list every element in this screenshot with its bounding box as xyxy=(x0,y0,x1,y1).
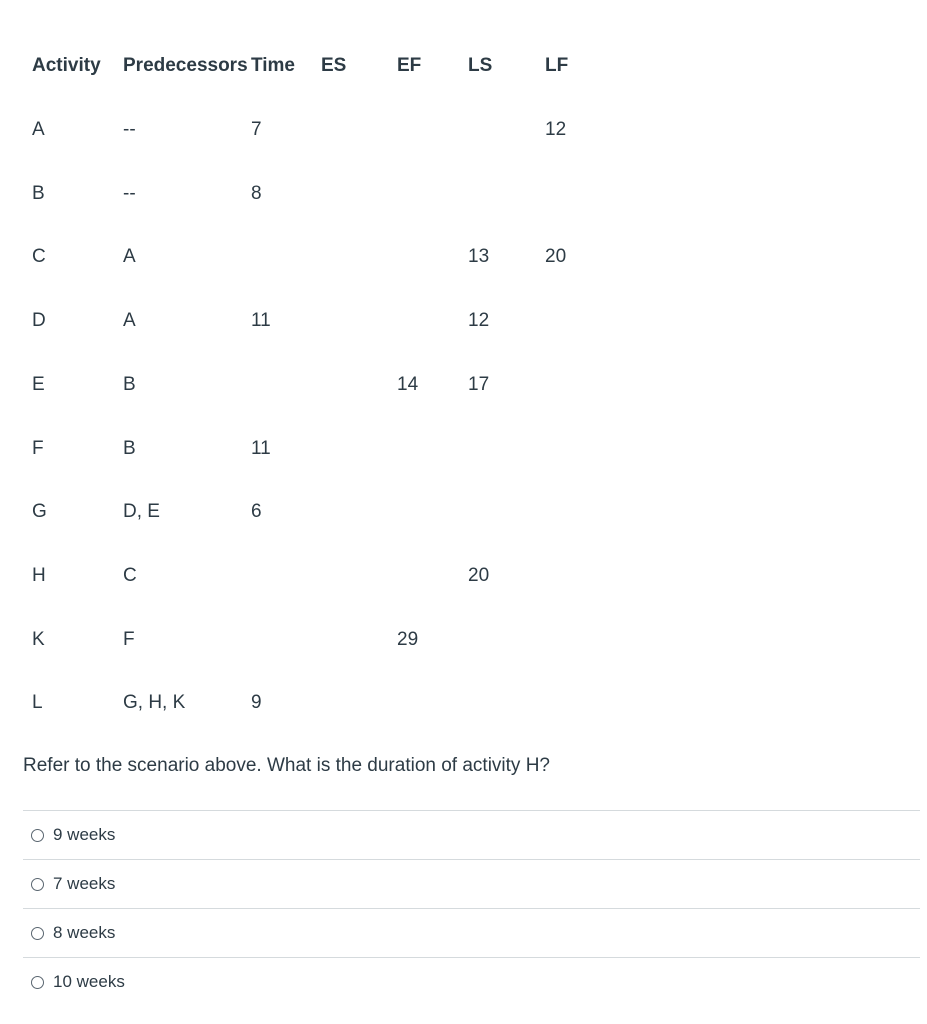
cell-activity: A xyxy=(32,119,45,140)
cell-activity: K xyxy=(32,629,45,650)
header-es: ES xyxy=(321,55,347,76)
cell-ef: 14 xyxy=(397,374,419,395)
cell-time: 9 xyxy=(251,692,262,713)
cell-time: 7 xyxy=(251,119,262,140)
cell-predecessors: G, H, K xyxy=(123,692,186,713)
cell-time: 6 xyxy=(251,501,262,522)
radio-icon[interactable] xyxy=(31,878,44,891)
answer-option[interactable] xyxy=(23,810,920,859)
cell-predecessors: A xyxy=(123,246,136,267)
radio-icon[interactable] xyxy=(31,927,44,940)
cell-predecessors: -- xyxy=(123,119,136,140)
cell-activity: D xyxy=(32,310,46,331)
radio-icon[interactable] xyxy=(31,976,44,989)
answer-label: 9 weeks xyxy=(53,825,116,844)
cell-time: 11 xyxy=(251,438,271,459)
header-time: Time xyxy=(251,55,296,76)
cell-ef: 29 xyxy=(397,629,419,650)
cell-predecessors: D, E xyxy=(123,501,160,522)
answer-option[interactable] xyxy=(23,957,920,1006)
header-predecessors: Predecessors xyxy=(123,55,248,76)
cell-lf: 20 xyxy=(545,246,567,267)
header-ls: LS xyxy=(468,55,493,76)
cell-ls: 12 xyxy=(468,310,490,331)
cell-activity: F xyxy=(32,438,44,459)
cell-predecessors: C xyxy=(123,565,137,586)
answer-list xyxy=(23,810,920,1006)
cell-predecessors: A xyxy=(123,310,136,331)
cell-time: 8 xyxy=(251,183,262,204)
cell-predecessors: B xyxy=(123,374,136,395)
cell-predecessors: B xyxy=(123,438,136,459)
cell-activity: C xyxy=(32,246,46,267)
radio-icon[interactable] xyxy=(31,829,44,842)
header-ef: EF xyxy=(397,55,422,76)
cell-predecessors: -- xyxy=(123,183,136,204)
cell-ls: 20 xyxy=(468,565,490,586)
cell-activity: G xyxy=(32,501,47,522)
cell-time: 11 xyxy=(251,310,271,331)
cell-activity: B xyxy=(32,183,45,204)
question-text: Refer to the scenario above. What is the duration of activity H? xyxy=(23,755,550,776)
header-activity: Activity xyxy=(32,55,101,76)
cell-lf: 12 xyxy=(545,119,567,140)
answer-label: 10 weeks xyxy=(53,972,125,991)
answer-label: 8 weeks xyxy=(53,923,116,942)
cell-activity: L xyxy=(32,692,43,713)
answer-option[interactable] xyxy=(23,859,920,908)
answer-label: 7 weeks xyxy=(53,874,116,893)
answer-option[interactable] xyxy=(23,908,920,957)
cell-ls: 17 xyxy=(468,374,490,395)
header-lf: LF xyxy=(545,55,569,76)
cell-predecessors: F xyxy=(123,629,135,650)
cell-activity: E xyxy=(32,374,45,395)
cell-ls: 13 xyxy=(468,246,490,267)
cell-activity: H xyxy=(32,565,46,586)
